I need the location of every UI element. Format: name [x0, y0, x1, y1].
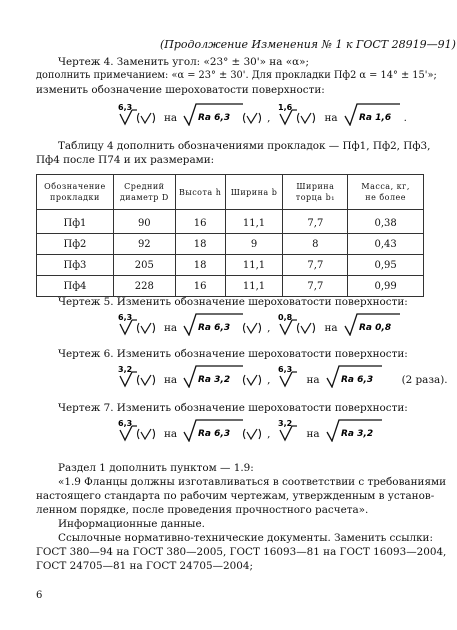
old-roughness-symbol-2	[278, 102, 318, 126]
word-on: на	[164, 374, 178, 386]
table-cell: 90	[113, 210, 175, 234]
col-header-designation: Обозначение прокладки	[37, 175, 114, 210]
table-cell: 16	[175, 276, 225, 297]
word-on: на	[164, 322, 178, 334]
old-roughness-symbol-2	[278, 418, 300, 442]
svg-text:6,3: 6,3	[118, 419, 133, 428]
svg-text:6,3: 6,3	[118, 103, 133, 112]
table-cell: 7,7	[283, 210, 348, 234]
svg-text:Ra 1,6: Ra 1,6	[358, 113, 391, 123]
drawing4-line1: Чертеж 4. Заменить угол: «23° ± 30'» на «α»;	[58, 56, 309, 68]
word-on-2: на	[306, 374, 320, 386]
drawing4-roughness-row	[118, 104, 407, 126]
old-roughness-symbol	[118, 102, 158, 126]
drawing7-roughness-row	[118, 420, 384, 442]
table-cell: 9	[225, 234, 283, 255]
word-on-2: на	[306, 428, 320, 440]
svg-text:Ra 6,3: Ra 6,3	[198, 429, 231, 439]
svg-text:0,8: 0,8	[278, 313, 293, 322]
table-cell: 0,95	[348, 255, 424, 276]
col-header-height: Высота h	[175, 175, 225, 210]
separator-comma: ,	[267, 428, 271, 440]
section1-line2: «1.9 Фланцы должны изготавливаться в соответствии с требованиями	[58, 476, 447, 488]
new-roughness-symbol	[183, 312, 265, 336]
table-intro-line2: Пф4 после П74 и их размерами:	[36, 154, 215, 166]
table-row	[37, 276, 424, 297]
table-row	[37, 210, 424, 234]
new-roughness-symbol	[183, 102, 265, 126]
svg-text:3,2: 3,2	[118, 365, 133, 374]
table-cell: 7,7	[283, 276, 348, 297]
drawing7-line: Чертеж 7. Изменить обозначение шероховатости поверхности:	[58, 402, 408, 414]
table-cell: 11,1	[225, 255, 283, 276]
section1-line5: Информационные данные.	[58, 518, 205, 530]
separator-comma: ,	[267, 374, 271, 386]
drawing6-line: Чертеж 6. Изменить обозначение шероховатости поверхности:	[58, 348, 408, 360]
svg-text:Ra 0,8: Ra 0,8	[358, 323, 391, 333]
new-roughness-symbol-2	[344, 102, 402, 126]
section1-line7: ГОСТ 380—94 на ГОСТ 380—2005, ГОСТ 16093—81 на ГОСТ 16093—2004,	[36, 546, 447, 558]
new-roughness-symbol-2	[326, 418, 384, 442]
svg-text:Ra 6,3: Ra 6,3	[340, 375, 373, 385]
table-cell: 18	[175, 234, 225, 255]
new-roughness-symbol-2	[344, 312, 402, 336]
table-cell: Пф1	[37, 210, 114, 234]
table-row	[37, 234, 424, 255]
svg-text:6,3: 6,3	[118, 313, 133, 322]
word-on-2: на	[324, 322, 338, 334]
table-cell: 0,99	[348, 276, 424, 297]
old-roughness-symbol	[118, 418, 158, 442]
section1-line3: настоящего стандарта по рабочим чертежам, утвержденным в установ-	[36, 490, 435, 502]
col-header-face-width: Ширина торца b₁	[283, 175, 348, 210]
old-roughness-symbol	[118, 364, 158, 388]
table-row	[37, 255, 424, 276]
new-roughness-symbol-2	[326, 364, 384, 388]
old-roughness-symbol-2	[278, 312, 318, 336]
word-on-2: на	[324, 112, 338, 124]
table-cell: Пф3	[37, 255, 114, 276]
table-cell: Пф2	[37, 234, 114, 255]
table-intro-line1: Таблицу 4 дополнить обозначениями прокладок — Пф1, Пф2, Пф3,	[58, 140, 431, 152]
table-cell: 205	[113, 255, 175, 276]
old-roughness-symbol-2	[278, 364, 300, 388]
section1-line8: ГОСТ 24705—81 на ГОСТ 24705—2004;	[36, 560, 253, 572]
table-cell: 7,7	[283, 255, 348, 276]
svg-text:6,3: 6,3	[278, 365, 293, 374]
section1-line6: Ссылочные нормативно-технические документы. Заменить ссылки:	[58, 532, 433, 544]
svg-text:1,6: 1,6	[278, 103, 293, 112]
page-number: 6	[36, 590, 43, 601]
table-cell: 16	[175, 210, 225, 234]
table-cell: 0,43	[348, 234, 424, 255]
section1-line4: ленном порядке, после проведения прочностного расчета».	[36, 504, 369, 516]
drawing6-roughness-row	[118, 366, 448, 388]
drawing5-roughness-row	[118, 314, 402, 336]
table-cell: 18	[175, 255, 225, 276]
svg-text:Ra 3,2: Ra 3,2	[198, 375, 231, 385]
separator-comma: ,	[267, 112, 271, 124]
word-on: на	[164, 428, 178, 440]
section1-line1: Раздел 1 дополнить пунктом — 1.9:	[58, 462, 254, 474]
old-roughness-symbol	[118, 312, 158, 336]
col-header-width: Ширина b	[225, 175, 283, 210]
table-cell: 92	[113, 234, 175, 255]
separator-comma: ,	[267, 322, 271, 334]
drawing4-line3: изменить обозначение шероховатости поверхности:	[36, 84, 325, 96]
drawing4-line2: дополнить примечанием: «α = 23° ± 30'. Для прокладки Пф2 α = 14° ± 15'»;	[36, 70, 437, 81]
table-header-row	[37, 175, 424, 210]
table-cell: 8	[283, 234, 348, 255]
col-header-diameter: Средний диаметр D	[113, 175, 175, 210]
table-cell: 11,1	[225, 210, 283, 234]
word-on: на	[164, 112, 178, 124]
svg-text:Ra 3,2: Ra 3,2	[340, 429, 373, 439]
svg-text:3,2: 3,2	[278, 419, 293, 428]
table-cell: 0,38	[348, 210, 424, 234]
table-cell: 228	[113, 276, 175, 297]
twice-note: (2 раза).	[401, 374, 448, 386]
col-header-mass: Масса, кг, не более	[348, 175, 424, 210]
page-header: (Продолжение Изменения № 1 к ГОСТ 28919—91)	[160, 38, 456, 51]
table-cell: Пф4	[37, 276, 114, 297]
drawing5-line: Чертеж 5. Изменить обозначение шероховатости поверхности:	[58, 296, 408, 308]
new-roughness-symbol	[183, 364, 265, 388]
separator-dot: .	[403, 112, 407, 124]
new-roughness-symbol	[183, 418, 265, 442]
svg-text:Ra 6,3: Ra 6,3	[198, 323, 231, 333]
gasket-sizes-table	[36, 174, 424, 297]
table-cell: 11,1	[225, 276, 283, 297]
svg-text:Ra 6,3: Ra 6,3	[198, 113, 231, 123]
